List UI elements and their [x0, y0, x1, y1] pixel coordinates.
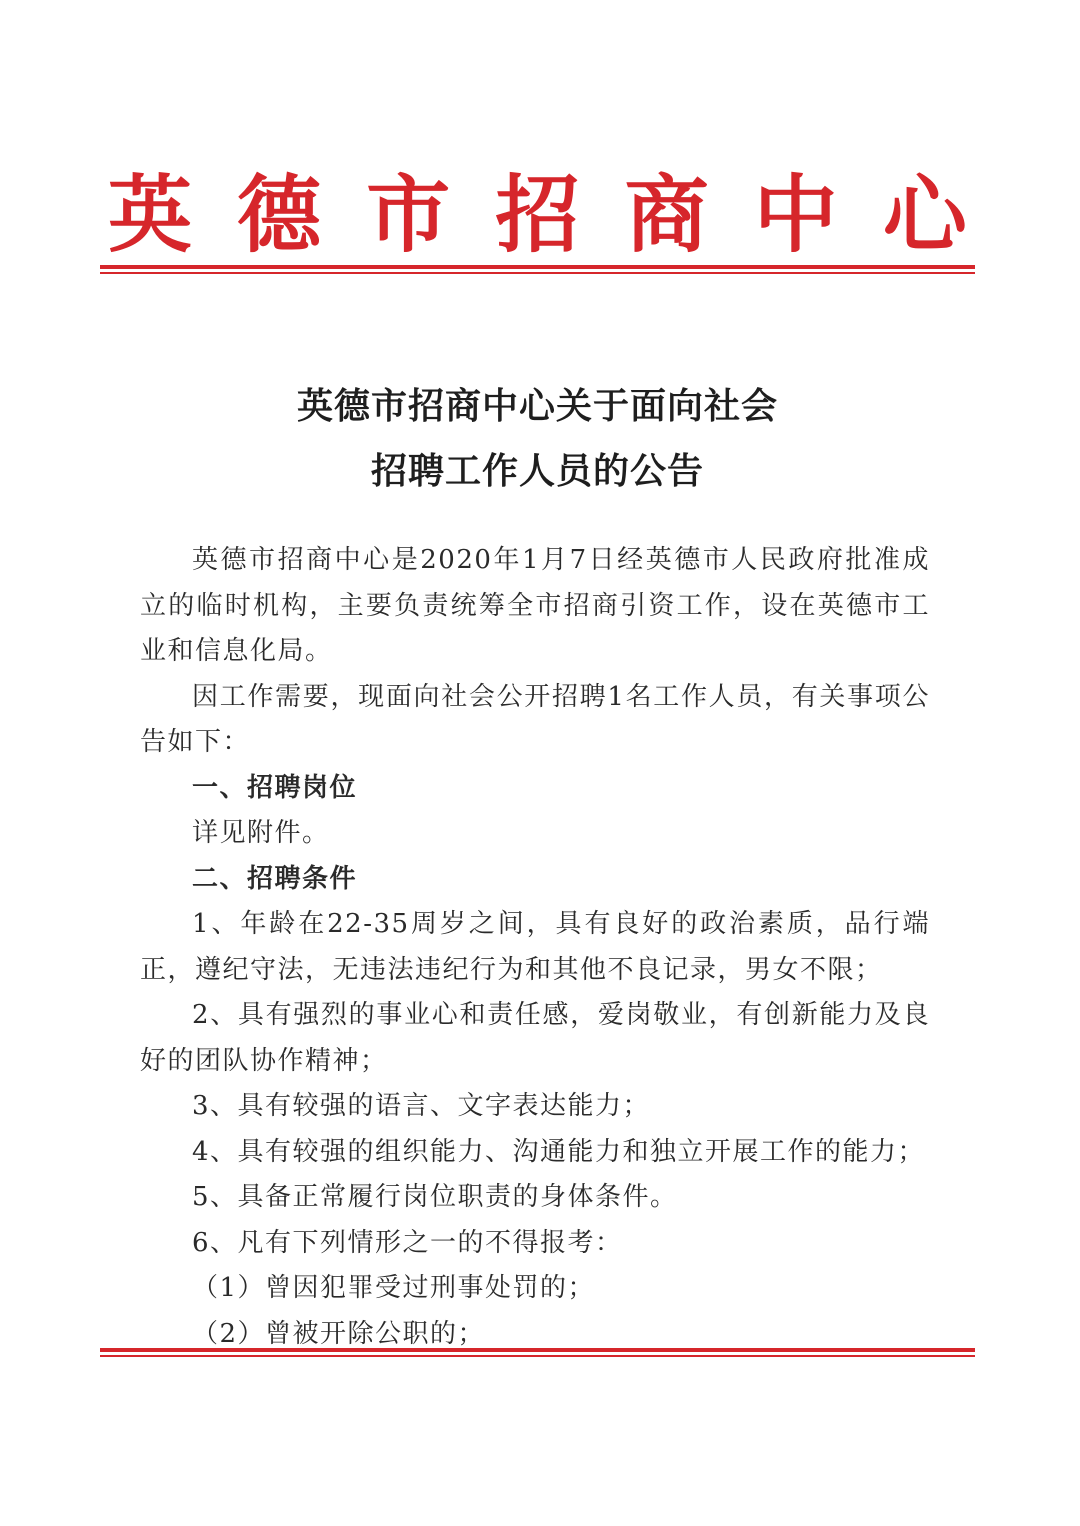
letterhead-char: 德: [237, 165, 322, 264]
paragraph-intro: 英德市招商中心是2020年1月7日经英德市人民政府批准成立的临时机构，主要负责统筹全市招商引资工作，设在英德市工业和信息化局。: [140, 545, 930, 666]
letterhead-char: 市: [366, 165, 451, 264]
condition-item: 3、具有较强的语言、文字表达能力；: [192, 1091, 651, 1121]
footer-divider: [100, 1348, 975, 1357]
letterhead-char: 心: [882, 165, 967, 264]
exclusion-item: （1）曾因犯罪受过刑事处罚的；: [192, 1273, 596, 1303]
condition-item: 5、具备正常履行岗位职责的身体条件。: [192, 1182, 678, 1212]
condition-item: 6、凡有下列情形之一的不得报考：: [192, 1227, 623, 1258]
letterhead-divider: [100, 265, 975, 274]
letterhead-char: 商: [624, 165, 709, 264]
letterhead-char: 中: [753, 165, 838, 264]
document-body: [140, 538, 930, 1356]
paragraph-position-detail: 详见附件。: [192, 818, 330, 848]
condition-item: 2、具有强烈的事业心和责任感，爱岗敬业，有创新能力及良好的团队协作精神；: [140, 1000, 930, 1076]
condition-item: 4、具有较强的组织能力、沟通能力和独立开展工作的能力；: [192, 1136, 926, 1167]
section-heading-position: 一、招聘岗位: [192, 772, 358, 803]
letterhead-char: 招: [495, 165, 580, 264]
document-title-line-2: 招聘工作人员的公告: [370, 450, 704, 492]
exclusion-item: （2）曾被开除公职的；: [192, 1318, 486, 1349]
section-heading-conditions: 二、招聘条件: [192, 863, 358, 894]
condition-item: 1、年龄在22-35周岁之间，具有良好的政治素质，品行端正，遵纪守法，无违法违纪行为和其他不良记录，男女不限；: [140, 909, 930, 985]
paragraph-purpose: 因工作需要，现面向社会公开招聘1名工作人员，有关事项公告如下：: [140, 681, 930, 757]
letterhead: [100, 160, 975, 270]
document-title-line-1: 英德市招商中心关于面向社会: [296, 385, 778, 427]
letterhead-char: 英: [107, 165, 192, 264]
